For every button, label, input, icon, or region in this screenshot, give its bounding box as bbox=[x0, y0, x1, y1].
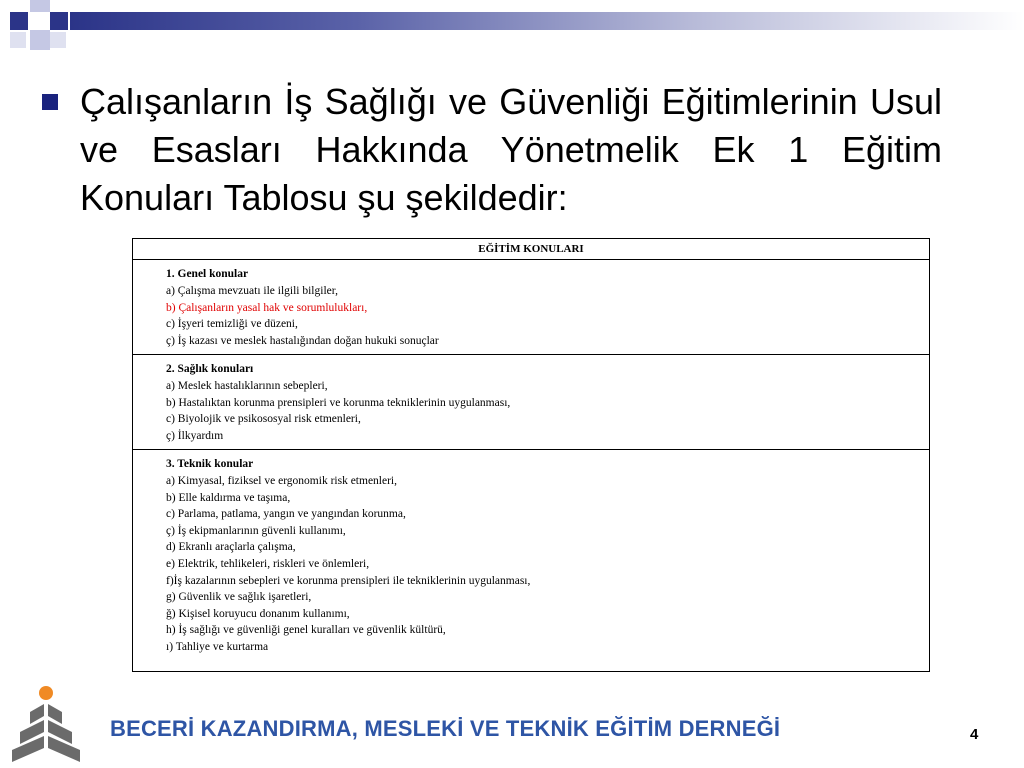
list-item: ğ) Kişisel koruyucu donanım kullanımı, bbox=[166, 607, 350, 620]
page-number: 4 bbox=[970, 726, 979, 743]
header-gradient-band bbox=[70, 12, 1024, 30]
deco-square bbox=[50, 32, 66, 48]
list-item: d) Ekranlı araçlarla çalışma, bbox=[166, 541, 296, 554]
list-item: h) İş sağlığı ve güvenliği genel kuralları ve güvenlik kültürü, bbox=[166, 624, 446, 637]
bullet-text: Çalışanların İş Sağlığı ve Güvenliği Eğitimlerinin Usul ve Esasları Hakkında Yönetmelik Ek 1 Eğitim Konuları Tablosu şu şekildedir: bbox=[80, 81, 942, 218]
footer-organization-name: BECERİ KAZANDIRMA, MESLEKİ VE TEKNİK EĞİTİM DERNEĞİ bbox=[110, 716, 781, 741]
deco-square bbox=[30, 0, 50, 12]
list-item: ç) İş ekipmanlarının güvenli kullanımı, bbox=[166, 524, 346, 537]
list-item: g) Güvenlik ve sağlık işaretleri, bbox=[166, 591, 312, 604]
list-item: a) Çalışma mevzuatı ile ilgili bilgiler, bbox=[166, 285, 338, 297]
list-item-highlighted: b) Çalışanların yasal hak ve sorumlulukları, bbox=[166, 301, 368, 314]
list-item: c) Parlama, patlama, yangın ve yangından korunma, bbox=[166, 508, 406, 521]
list-item: a) Meslek hastalıklarının sebepleri, bbox=[166, 380, 328, 392]
list-item: c) İşyeri temizliği ve düzeni, bbox=[166, 318, 298, 331]
deco-square bbox=[10, 32, 26, 48]
list-item: ı) Tahliye ve kurtarma bbox=[166, 640, 269, 653]
list-item: a) Kimyasal, fiziksel ve ergonomik risk etmenleri, bbox=[166, 475, 397, 487]
list-item: e) Elektrik, tehlikeleri, riskleri ve önlemleri, bbox=[166, 557, 370, 570]
training-topics-table bbox=[132, 238, 930, 672]
deco-square bbox=[50, 12, 68, 30]
section-title: 3. Teknik konular bbox=[166, 458, 254, 470]
list-item: c) Biyolojik ve psikososyal risk etmenleri, bbox=[166, 413, 361, 426]
list-item: b) Hastalıktan korunma prensipleri ve korunma tekniklerinin uygulanması, bbox=[166, 396, 511, 409]
deco-square bbox=[10, 12, 28, 30]
list-item: ç) İş kazası ve meslek hastalığından doğan hukuki sonuçlar bbox=[166, 334, 439, 347]
list-item: f)İş kazalarının sebepleri ve korunma prensipleri ile tekniklerinin uygulanması, bbox=[166, 574, 531, 587]
table-section-technical bbox=[133, 450, 929, 660]
section-title: 1. Genel konular bbox=[166, 268, 249, 280]
bullet-square-icon bbox=[42, 94, 58, 110]
table-header: EĞİTİM KONULARI bbox=[133, 239, 929, 260]
list-item: ç) İlkyardım bbox=[166, 429, 224, 442]
table-section-general bbox=[133, 260, 929, 355]
section-title: 2. Sağlık konuları bbox=[166, 363, 254, 375]
association-logo-icon bbox=[8, 684, 84, 764]
table-section-health bbox=[133, 355, 929, 450]
bullet-paragraph bbox=[42, 78, 942, 222]
list-item: b) Elle kaldırma ve taşıma, bbox=[166, 491, 291, 504]
deco-square bbox=[30, 30, 50, 50]
